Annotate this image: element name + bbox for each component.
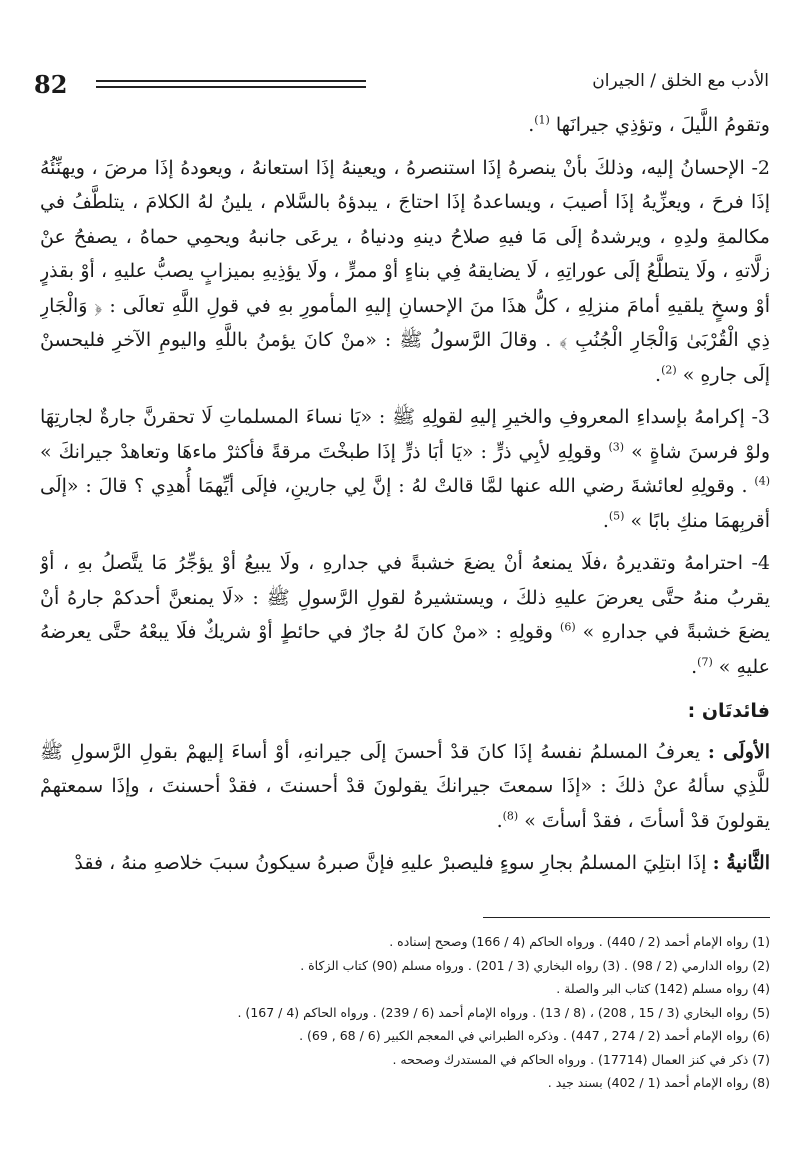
paragraph-benefit-1: الأولَى : يعرفُ المسلمُ نفسهُ إذَا كانَ قدْ أحسنَ إلَى جيرانهِ، أوْ أساءَ إليهمْ بقولِ الرَّسولِ ﷺ للَّذِي سألهُ عنْ ذلكَ : «إذَا سمعتَ جيرانكَ يقولونَ قدْ أحسنتَ ، فقدْ أحسنتَ ، وإذَا سمعتهمْ يقولونَ قدْ أسأتَ ، فقدْ أسأتَ » $^{(8)}$. [40,740,770,832]
footnote-ref: (2) [661,363,677,377]
footnote: (8) رواه الإمام أحمد (1 / 402) بسند جيد . [547,1075,770,1090]
paragraph-item-2: 2- الإحسانُ إليه، وذلكَ بأنْ ينصرهُ إذَا استنصرهُ ، ويعينهُ إذَا استعانهُ ، ويعودهُ إذَا مرضَ ، ويهنِّئُهُ إذَا فرحَ ، ويعزِّيهُ إذَا أصيبَ ، ويساعدهُ إذَا احتاجَ ، يبدؤهُ بالسَّلام ، يلينُ لهُ الكلامَ ، يتلطَّفُ في مكالمةِ ولدِهِ ، ويرشدهُ إلَى مَا فيهِ صلاحُ دينهِ ودنياهُ ، يرعَى جانبهُ ويحمِي حماهُ ، يصفحُ عنْ زلَّاتهِ ، ولَا يتطلَّعُ إلَى عوراتِهِ ، لَا يضايقهُ فِي بناءٍ أوْ ممرٍّ ، ولَا يؤذِيهِ بميزابٍ يصبُّ عليهِ ، أوْ بقذرٍ أوْ وسخٍ يلقيهِ أمامَ منزلِهِ ، كلُّ هذَا منَ الإحسانِ إليهِ المأمورِ بهِ في قولِ اللَّهِ تعالَى : ﴿ وَالْجَارِ ذِي الْقُرْبَىٰ وَالْجَارِ الْجُنُبِ ﴾ . وقالَ الرَّسولُ ﷺ : «منْ كانَ يؤمنُ باللَّهِ واليومِ الآخرِ فليحسنْ إلَى جارهِ » $^{(2)}$. [40,156,770,386]
paragraph-intro: وتقومُ اللَّيلَ ، وتؤذِي جيرانَها $^{(1)}$. [528,113,770,136]
footnote: (5) رواه البخاري (3 / 15 , 208) ، (8 / 13) . ورواه الإمام أحمد (6 / 239) . ورواه الحاكم (4 / 167) . [237,1004,770,1020]
footnote-ref: (1) [534,113,550,127]
footnotes [40,930,770,1110]
footnote-ref: (7) [697,655,713,669]
running-title: الأدب مع الخلق / الجيران [592,71,769,91]
main-text [40,108,770,903]
footnote: (6) رواه الإمام أحمد (2 / 274 , 447) . وذكره الطبراني في المعجم الكبير (6 / 68 , 69) . [299,1028,770,1043]
page-header [34,62,769,102]
paragraph-item-4: 4- احترامهُ وتقديرهُ ،فلَا يمنعهُ أنْ يضعَ خشبةً في جدارهِ ، ولَا يبيعُ أوْ يؤجِّرُ مَا يتَّصلُ بهِ ، أوْ يقربُ منهُ حتَّى يعرضَ عليهِ ذلكَ ، ويستشيرهُ لقولِ الرَّسولِ ﷺ : «لَا يمنعنَّ أحدكمْ جارهُ أنْ يضعَ خشبةً في جدارهِ » $^{(6)}$ وقولِهِ : «منْ كانَ لهُ جارٌ في حائطٍ أوْ شريكٌ فلَا يبعْهُ حتَّى يعرضهُ عليهِ » $^{(7)}$. [40,552,770,678]
paragraph-benefit-2: الثَّانيةُ : إذَا ابتلِيَ المسلمُ بجارِ سوءٍ فليصبرْ عليهِ فإنَّ صبرهُ سيكونُ سببَ خلاصهِ منهُ ، فقدْ [74,852,770,874]
footnote: (2) رواه الدارمي (2 / 98) . (3) رواه البخاري (3 / 201) . ورواه مسلم (90) كتاب الزكاة . [300,957,770,973]
footnote: (4) رواه مسلم (142) كتاب البر والصلة . [556,981,770,996]
section-heading-benefits: فائدتَان : [687,700,770,722]
footnote-ref: (8) [502,809,519,823]
footnote-separator [483,917,770,918]
header-rule [96,80,366,88]
page-number: 82 [34,70,68,99]
footnote-ref: (5) [608,509,625,523]
footnote: (1) رواه الإمام أحمد (2 / 440) . ورواه الحاكم (4 / 166) وصحح إسناده . [389,934,770,949]
paragraph-item-3: 3- إكرامهُ بإسداءِ المعروفِ والخيرِ إليهِ لقولِهِ ﷺ : «يَا نساءَ المسلماتِ لَا تحقرنَّ جارةٌ لجارتِهَا ولوْ فرسنَ شاةٍ » $^{(3)}$ وقولِهِ لأبِي ذرٍّ : «يَا أبَا ذرٍّ إذَا طبخْتَ مرقةً فأكثرْ ماءهَا وتعاهدْ جيرانكَ » $^{(4)}$ . وقولِهِ لعائشةَ رضي الله عنها لمَّا قالتْ لهُ : إنَّ لِي جارينِ، فإلَى أيِّهمَا أُهدِي ؟ قالَ : «إلَى أقربِهمَا منكِ بابًا » $^{(5)}$. [40,406,770,532]
benefit-title: الثَّانيةُ : [712,852,770,874]
footnote-ref: (6) [560,620,576,634]
footnote-ref: (3) [608,440,625,454]
footnote: (7) ذكر في كنز العمال (17714) . ورواه الحاكم في المستدرك وصححه . [392,1051,770,1067]
footnote-ref: (4) [754,474,770,488]
benefit-title: الأولَى : [707,740,770,763]
